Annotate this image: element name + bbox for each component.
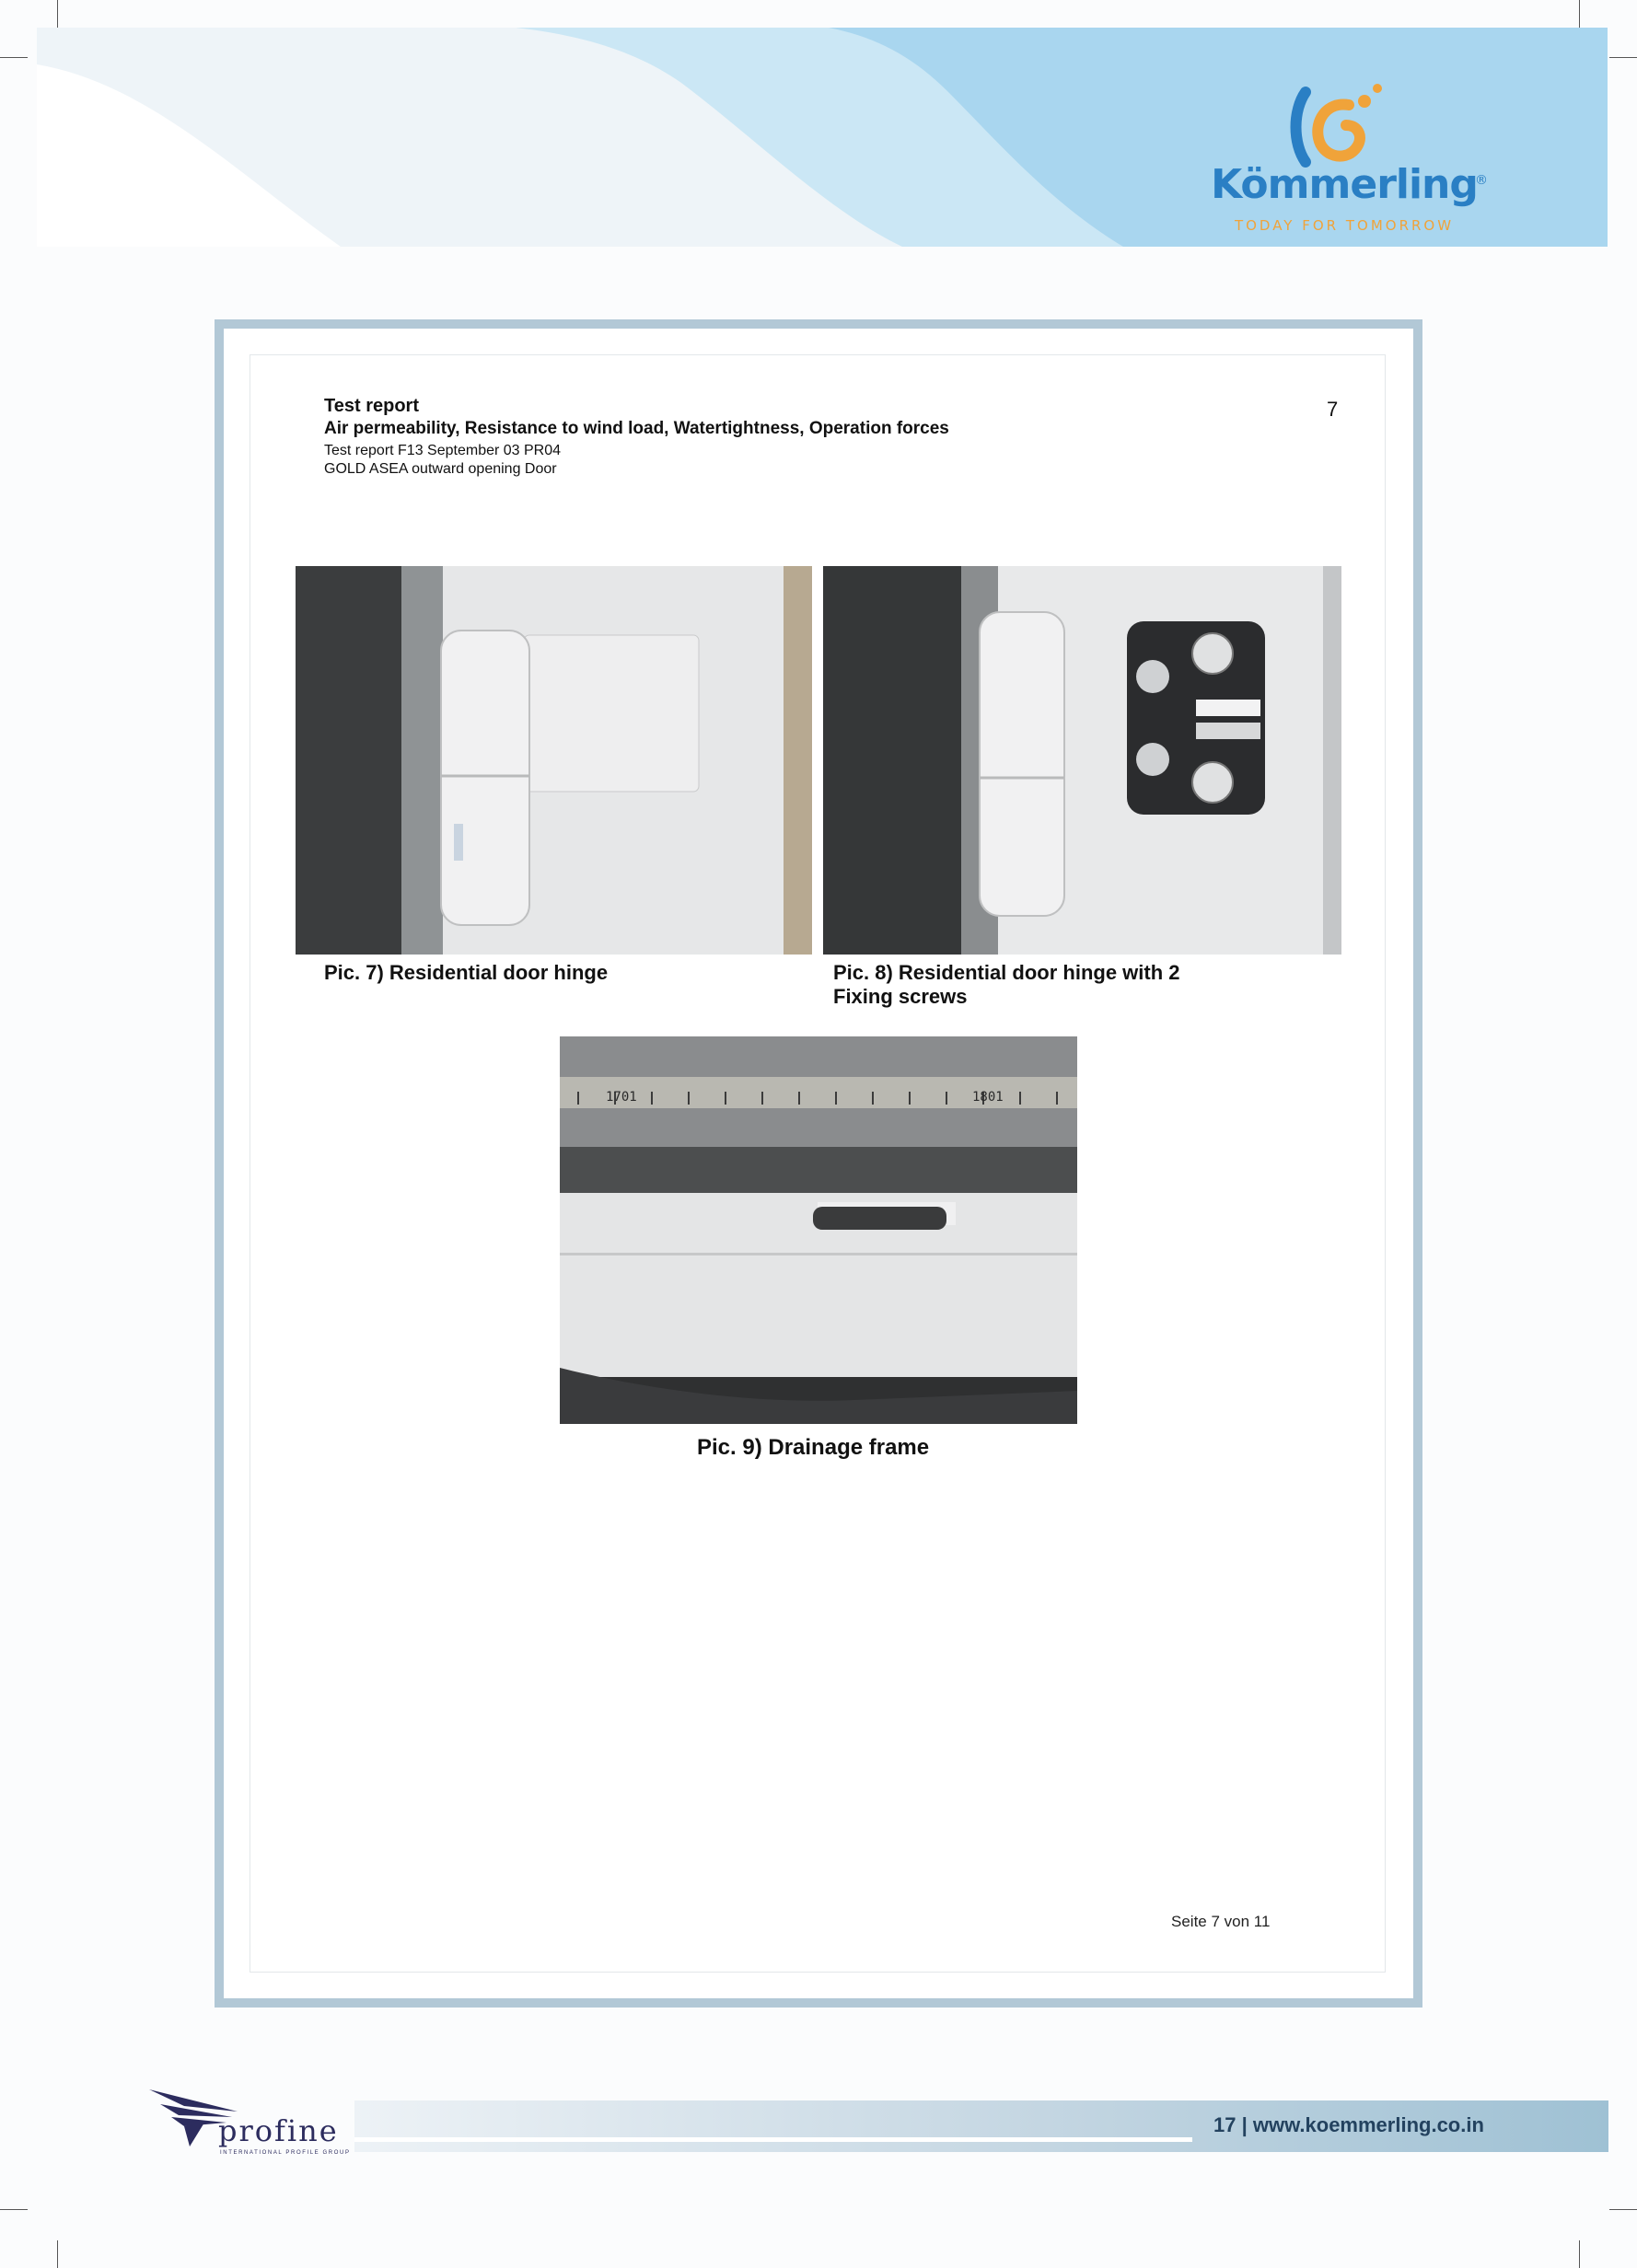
footer-page-website	[1213, 2113, 1484, 2137]
figure-caption-9: Pic. 9) Drainage frame	[697, 1435, 930, 1460]
profine-tagline: INTERNATIONAL PROFILE GROUP	[220, 2150, 351, 2156]
koemmerling-logo-icon	[1197, 74, 1510, 239]
ruler-mark-1801: 1801	[972, 1090, 1004, 1105]
figure-caption-8-line-1: Pic. 8) Residential door hinge with 2	[833, 961, 1180, 984]
footer-separator: |	[1241, 2113, 1248, 2136]
crop-mark	[57, 0, 58, 28]
page-info: Seite 7 von 11	[1171, 1913, 1271, 1930]
ruler-mark-1701: 1701	[606, 1090, 637, 1105]
report-subtitle: Air permeability, Resistance to wind load, Watertightness, Operation forces	[324, 419, 949, 438]
figure-caption-8-line-2: Fixing screws	[833, 985, 968, 1008]
crop-mark	[1579, 0, 1580, 28]
crop-mark	[0, 57, 28, 58]
report-product: GOLD ASEA outward opening Door	[324, 461, 557, 477]
door-hinge-photo	[296, 566, 812, 955]
report-title: Test report	[324, 396, 419, 416]
report-reference: Test report F13 September 03 PR04	[324, 443, 562, 458]
crop-mark	[1609, 2209, 1637, 2210]
crop-mark	[1609, 57, 1637, 58]
drainage-frame-photo	[560, 1036, 1077, 1424]
profine-wordmark: profine	[218, 2113, 339, 2148]
registered-mark: ®	[1475, 173, 1488, 188]
footer-website-link[interactable]: www.koemmerling.co.in	[1252, 2113, 1484, 2136]
crop-mark	[1579, 2240, 1580, 2268]
crop-mark	[0, 2209, 28, 2210]
door-hinge-screws-photo	[823, 566, 1341, 955]
figure-caption-8	[833, 961, 1180, 1009]
report-page-number: 7	[1327, 398, 1339, 421]
figure-caption-7: Pic. 7) Residential door hinge	[324, 961, 609, 984]
brand-name: Kömmerling	[1211, 161, 1478, 208]
crop-mark	[57, 2240, 58, 2268]
brand-tagline: TODAY FOR TOMORROW	[1234, 217, 1455, 234]
footer-page-number: 17	[1213, 2113, 1236, 2136]
